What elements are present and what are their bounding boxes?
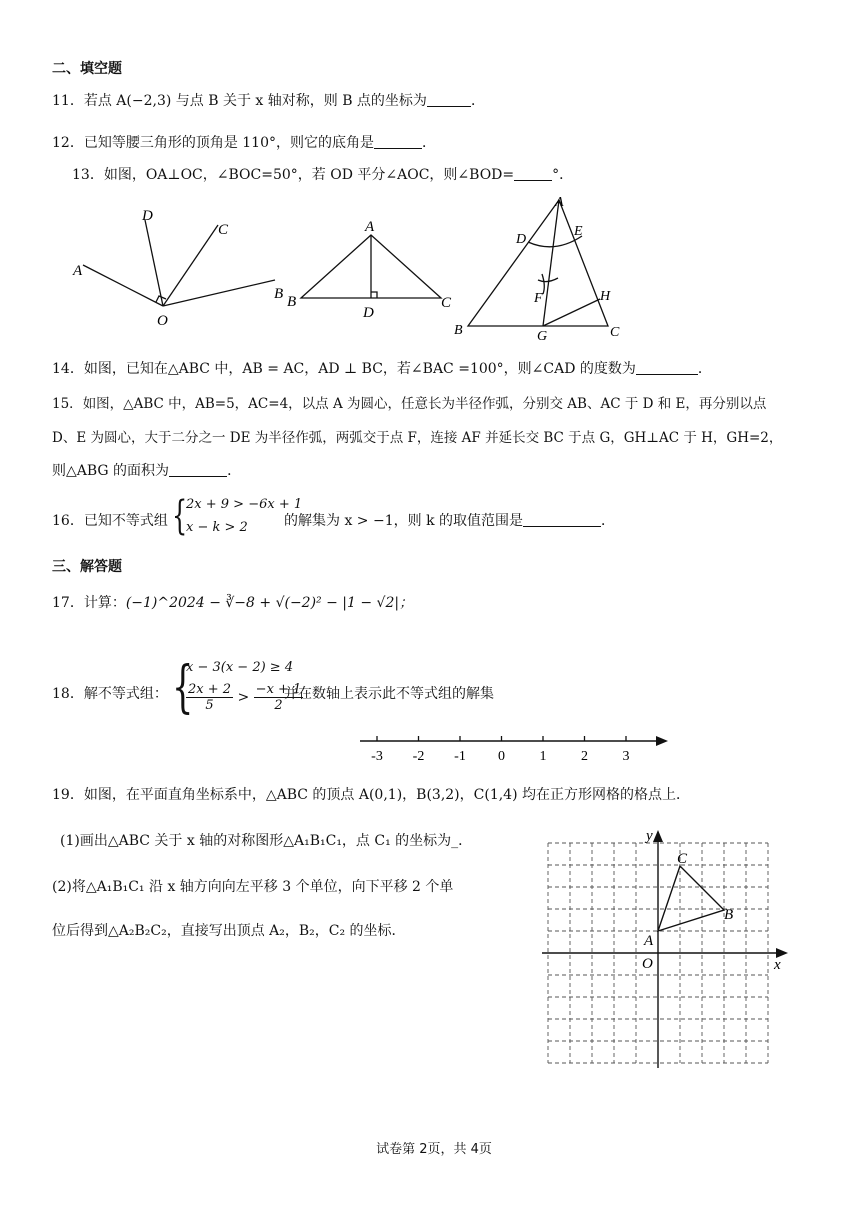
fraction-right: $\frac{-x + 1}{2}$	[255, 682, 302, 713]
coordinate-grid	[540, 826, 790, 1071]
number-line-tick-label: -2	[412, 749, 425, 764]
number-line-tick-label: 3	[622, 749, 630, 764]
label-D: D	[363, 305, 374, 321]
question-16-number	[52, 510, 168, 530]
question-15	[52, 392, 766, 412]
triangle-abc	[658, 866, 724, 931]
question-number: 11．	[52, 93, 84, 109]
number-line-arrow	[656, 736, 668, 746]
question-number: 17．	[52, 595, 84, 611]
section-title-solve: 三、解答题	[52, 559, 122, 575]
label-B: B	[724, 907, 734, 923]
number-line-tick-label: 2	[581, 749, 588, 764]
label-C: C	[677, 851, 688, 867]
question-number: 16．	[52, 513, 84, 529]
label-C: C	[441, 295, 452, 311]
label-x: x	[774, 957, 781, 973]
label-D: D	[516, 232, 527, 247]
figure-angles-oa-oc	[60, 200, 290, 335]
label-G: G	[537, 329, 548, 340]
label-E: E	[574, 224, 583, 239]
question-19	[52, 784, 690, 804]
number-line	[355, 728, 675, 768]
question-text-pre: 已知不等式组	[83, 513, 168, 529]
label-A: A	[365, 219, 375, 235]
question-15-line3: 则△ABG 的面积为 ．	[52, 463, 242, 479]
label-C: C	[218, 222, 229, 238]
question-number: 19．	[52, 787, 84, 803]
question-text: 若点 A(−2,3) 与点 B 关于 x 轴对称，则 B 点的坐标为	[83, 93, 427, 109]
question-text: 如图，OA⊥OC，∠BOC=50°，若 OD 平分∠AOC，则∠BOD=	[103, 167, 515, 183]
answer-blank	[374, 134, 422, 149]
label-A: A	[73, 263, 83, 279]
figure-angle-bisector-construction	[450, 190, 635, 340]
label-B: B	[274, 286, 284, 302]
expression: (−1)^2024 − ∛−8 + √(−2)² − |1 − √2|；	[125, 595, 414, 611]
ray-oa	[83, 265, 163, 306]
label-B: B	[287, 294, 297, 310]
label-B: B	[454, 323, 463, 338]
inequality-2: x − k > 2	[186, 520, 248, 535]
question-number: 14．	[52, 361, 84, 377]
inequality-1: 2x + 9 > −6x + 1	[186, 497, 303, 512]
triangle-abc	[468, 200, 608, 326]
label-F: F	[534, 291, 543, 306]
question-text: 如图，在平面直角坐标系中，△ABC 的顶点 A(0,1)，B(3,2)，C(1,4) 均在正方形网格的格点上．	[83, 787, 690, 803]
y-axis-arrow	[653, 830, 663, 842]
number-line-tick-label: -1	[454, 749, 466, 764]
question-text-line1: 如图，△ABC 中，AB=5，AC=4，以点 A 为圆心，任意长为半径作弧，分别交 AB、AC 于 D 和 E，再分别以点	[82, 396, 767, 412]
answer-blank	[427, 92, 471, 107]
number-line-tick-label: 1	[539, 749, 547, 764]
ray-ob	[163, 280, 275, 306]
question-17: 17．计算：(−1)^2024 − ∛−8 + √(−2)² − |1 − √2|；	[52, 595, 414, 611]
label-O: O	[642, 956, 653, 972]
ray-od	[145, 220, 163, 306]
question-19-part2-line2: 位后得到△A₂B₂C₂，直接写出顶点 A₂，B₂，C₂ 的坐标．	[52, 923, 406, 939]
answer-blank	[169, 462, 227, 477]
label-O: O	[157, 313, 168, 329]
answer-blank	[514, 166, 552, 181]
ray-oc	[163, 225, 218, 306]
question-number: 12．	[52, 135, 84, 151]
question-19-part2-line1: (2)将△A₁B₁C₁ 沿 x 轴方向向左平移 3 个单位，向下平移 2 个单	[52, 879, 454, 895]
right-angle-mark	[371, 292, 377, 298]
question-number: 15．	[52, 396, 83, 412]
section-title-fill-blank: 二、填空题	[52, 61, 122, 77]
question-15-line2: D、E 为圆心，大于二分之一 DE 为半径作弧，两弧交于点 F，连接 AF 并延长交 BC 于点 G，GH⊥AC 于 H，GH=2，	[52, 430, 783, 446]
brace: {	[172, 493, 188, 539]
brace: {	[172, 655, 194, 720]
question-number: 13．	[72, 167, 104, 183]
question-text: 已知等腰三角形的顶角是 110°，则它的底角是	[83, 135, 374, 151]
segment-gh	[543, 299, 600, 326]
question-19-part1: (1)画出△ABC 关于 x 轴的对称图形△A₁B₁C₁，点 C₁ 的坐标为_．	[60, 833, 473, 849]
number-line-tick-label: 0	[498, 749, 505, 764]
fraction-left: $\frac{2x + 2}{5}$	[188, 682, 232, 713]
arc-f-1	[538, 278, 558, 282]
question-13: 13．如图，OA⊥OC，∠BOC=50°，若 OD 平分∠AOC，则∠BOD= °．	[72, 167, 574, 183]
figure-isosceles-triangle	[285, 215, 460, 325]
label-C: C	[610, 325, 620, 340]
label-H: H	[600, 289, 611, 304]
question-11: 11．若点 A(−2,3) 与点 B 关于 x 轴对称，则 B 点的坐标为 ．	[52, 93, 485, 109]
answer-blank	[523, 512, 601, 527]
label-y: y	[646, 828, 653, 844]
question-18-number: 18．解不等式组：	[52, 686, 168, 702]
question-number: 18．	[52, 686, 84, 702]
question-18-instruction: 并在数轴上表示此不等式组的解集	[284, 686, 494, 702]
inequality-2: $\frac{2x + 2}{5}$ > $\frac{-x + 1}{2}$	[188, 682, 302, 713]
label-A: A	[555, 195, 564, 210]
label-A: A	[644, 933, 654, 949]
inequality-1: x − 3(x − 2) ≥ 4	[186, 660, 294, 675]
label-D: D	[142, 208, 153, 224]
number-line-tick-label: -3	[371, 749, 383, 764]
question-text: 如图，已知在△ABC 中，AB = AC，AD ⊥ BC，若∠BAC =100°，则∠CAD 的度数为	[83, 361, 636, 377]
question-16-post: 的解集为 x > −1，则 k 的取值范围是 ．	[284, 513, 615, 529]
question-12: 12．已知等腰三角形的顶角是 110°，则它的底角是 ．	[52, 135, 436, 151]
question-14: 14．如图，已知在△ABC 中，AB = AC，AD ⊥ BC，若∠BAC =100°，则∠CAD 的度数为 ．	[52, 361, 712, 377]
page-footer: 试卷第 2页，共 4页	[376, 1142, 492, 1157]
answer-blank	[636, 360, 698, 375]
